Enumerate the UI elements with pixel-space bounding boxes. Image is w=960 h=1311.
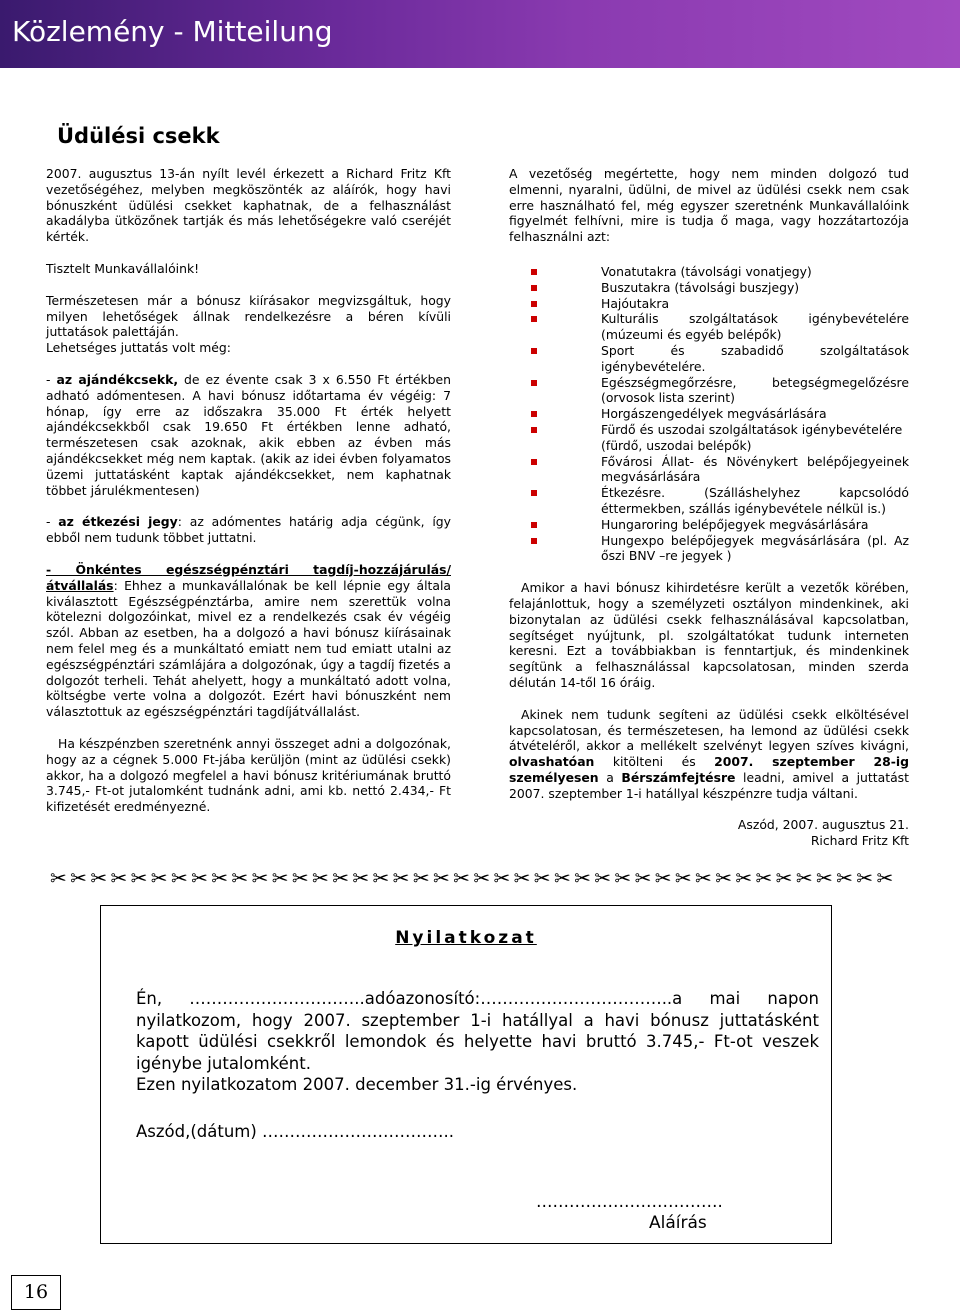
form-title: Nyilatkozat	[395, 928, 537, 948]
right-intro: A vezetőség megértette, hogy nem minden dolgozó tud elmenni, nyaralni, üdülni, de mivel az üdülési csekk nem csak erre használható fel, még egyszer szeretnénk Munkavállalóink figyelmét felhívni, mire is tudja ő maga, vagy hozzátartozója felhasználni azt:	[509, 166, 909, 245]
intro-paragraph: 2007. augusztus 13-án nyílt levél érkezett a Richard Fritz Kft vezetőségéhez, melyben megköszönték az aláírók, hogy havi bónuszként üdülési csekket kaphatnak, de a felhasználást akadályba ütközőnek tartják és más lehetőségekre való cseréjét kérték.	[46, 166, 451, 245]
list-item-text: Hungexpo belépőjegyek megvásárlására (pl. Az őszi BNV –re jegyek )	[601, 532, 909, 564]
bullet-icon	[509, 280, 601, 296]
bullet-icon	[509, 422, 601, 454]
health-fund-label: - Önkéntes egészségpénztári tagdíj-hozzájárulás/átvállalás	[46, 561, 451, 593]
bullet-icon	[509, 406, 601, 422]
list-item	[509, 533, 909, 565]
usage-list	[509, 264, 909, 564]
list-item	[509, 375, 909, 407]
waiver-paragraph: Akinek nem tudunk segíteni az üdülési csekk elköltésével kapcsolatosan, és természetesen, ha lemond az üdülési csekk átvételéről, akkor a mellékelt szelvényt legyen szíves kivágni, olvashatóan kitölteni és 2007. szeptember 28-ig személyesen a Bérszámfejtésre leadni, amivel a juttatást 2007. szeptember 1-i hatállyal készpénzre tudja váltani.	[509, 706, 910, 801]
bullet-icon	[509, 375, 601, 407]
bullet-icon	[509, 343, 601, 375]
list-item	[509, 454, 909, 486]
form-validity: Ezen nyilatkozatom 2007. december 31.-ig érvényes.	[136, 1075, 578, 1094]
list-item-text: Sport és szabadidő szolgáltatások igénybevételére.	[601, 342, 909, 374]
meal-ticket-label: az étkezési jegy	[58, 514, 178, 530]
list-item	[509, 296, 909, 312]
right-column	[509, 166, 909, 849]
cash-paragraph: Ha készpénzben szeretnénk annyi összeget adni a dolgozónak, hogy az a cégnek 5.000 Ft-jába kerüljön (mint az üdülési csekk) akkor, ha a dolgozó megfelel a havi bónusz kritériumának bruttó 3.745,- Ft-ot jutalomként tudnánk adni, ami kb. nettó 2.434,- Ft kifizetését eredményezné.	[46, 735, 451, 815]
article-date: Aszód, 2007. augusztus 21.	[737, 817, 909, 833]
list-item-text: Hungaroring belépőjegyek megvásárlására	[601, 516, 869, 532]
paragraph-options: Természetesen már a bónusz kiírásakor megvizsgáltuk, hogy milyen lehetőségek állnak rendelkezésre a béren kívüli juttatások palettáján.	[46, 292, 451, 340]
list-item-text: Horgászengedélyek megvásárlására	[601, 406, 827, 422]
gift-voucher-text: de ez évente csak 3 x 6.550 Ft értékben adható adómentesen. A havi bónusz időtartama év végéig: 7 hónap, így erre az időszakra 35.000 Ft érték helyett ajándékcsekkből csak 19.650 Ft értékben lenne adható, természetesen csak azoknak, akik ebben az évben más ajándékcsekket még nem kaptak. (akik az idei évben folyamatos üzemi juttatásként kaptak ajándékcsekket, nem kaphatnak többet járulékmentesen)	[46, 371, 451, 498]
meal-prefix: -	[46, 514, 59, 530]
list-item-text: Vonatutakra (távolsági vonatjegy)	[601, 263, 812, 279]
meal-ticket-paragraph	[46, 514, 451, 546]
header-banner	[0, 0, 960, 68]
list-item	[509, 280, 909, 296]
declaration-form	[100, 905, 832, 1244]
list-item	[509, 517, 909, 533]
health-fund-text: Ehhez a munkavállalónak be kell lépnie egy általa kiválasztott Egészségpénztárba, amire nem szerettük volna kötelezni dolgozóinkat, mivel ez a rendelkezés csak év végéig szól. Abban az esetben, ha a dolgozó a havi bónusz kiírásainak nem felel meg és a munkáltató emiatt nem tud emiatt utalni az egészségpénztári számlájára a dolgozónak, úgy a tagdíj fizetés a dolgozót terheli. Tehát ahelyett, hogy a munkáltató adott volna, költségbe verte volna a dolgozót. Ezért havi bónuszként nem választottuk az egészségpénztári tagdíjátvállalást.	[46, 577, 451, 720]
list-item	[509, 406, 909, 422]
health-fund-colon: :	[113, 577, 118, 593]
header-title: Közlemény - Mitteilung	[12, 15, 333, 48]
bullet-icon	[509, 454, 601, 486]
health-fund-paragraph	[46, 562, 451, 720]
bullet-icon	[509, 485, 601, 517]
scissors-cut-line-icon: ✂✂✂✂✂✂✂✂✂✂✂✂✂✂✂✂✂✂✂✂✂✂✂✂✂✂✂✂✂✂✂✂✂✂✂✂✂✂✂✂✂✂	[50, 866, 897, 886]
article-heading: Üdülési csekk	[57, 124, 220, 148]
meal-ticket-text: : az adómentes határig adja cégünk, így ebből nem tudunk többet juttatni.	[46, 514, 451, 546]
list-item-text: Egészségmegőrzésre, betegségmegelőzésre (orvosok lista szerint)	[601, 374, 909, 406]
signature-label: Aláírás	[649, 1213, 707, 1233]
list-item	[509, 343, 909, 375]
paragraph-possible: Lehetséges juttatás volt még:	[46, 340, 231, 356]
list-item-text: Étkezésre. (Szálláshelyhez kapcsolódó éttermekben, szállás igénybevétele nélkül is.)	[601, 485, 909, 516]
bullet-icon	[509, 517, 601, 533]
list-item-text: Fürdő és uszodai szolgáltatások igénybevételére (fürdő, uszodai belépők)	[601, 421, 903, 453]
gift-prefix: -	[46, 371, 57, 387]
gift-voucher-label: az ajándékcsekk,	[56, 371, 179, 387]
form-statement: Én, …………………………..adóazonosító:……………………………..a mai napon nyilatkozom, hogy 2007. szeptember 1-i hatállyal a havi bónusz juttatásként kapott üdülési csekkről lemondok és helyette havi bruttó 3.745,- Ft-ot veszek igénybe jutalomként.	[136, 989, 819, 1073]
list-item	[509, 422, 909, 454]
bullet-icon	[509, 264, 601, 280]
bullet-icon	[509, 296, 601, 312]
list-item	[509, 485, 909, 517]
help-paragraph: Amikor a havi bónusz kihirdetésre került a vezetők körében, felajánlottuk, hogy a személyzeti osztályon mindenkinek, aki bizonytalan az üdülési csekk felhasználásával kapcsolatban, segítséget nyújtunk, pl. szolgáltatókat tudunk interneten keresni. Ezt a továbbiakban is fenntartjuk, és mindenkinek segítünk a felhasználással kapcsolatosan, minden szerda délután 14-től 16 óráig.	[509, 580, 909, 690]
list-item-text: Fővárosi Állat- és Növénykert belépőjegyeinek megvásárlására	[601, 453, 909, 485]
signature-line: …………………………….	[536, 1192, 723, 1211]
page-number: 16	[11, 1275, 61, 1310]
left-column	[46, 166, 451, 815]
bullet-icon	[509, 311, 601, 343]
form-body	[136, 988, 819, 1096]
list-item-text: Kulturális szolgáltatások igénybevételére (múzeumi és egyéb belépők)	[601, 311, 909, 343]
list-item	[509, 311, 909, 343]
bullet-icon	[509, 533, 601, 565]
greeting: Tisztelt Munkavállalóink!	[46, 260, 200, 276]
list-item-text: Hajóutakra	[601, 295, 670, 311]
list-item	[509, 264, 909, 280]
form-date-line: Aszód,(dátum) ……………………………..	[136, 1122, 455, 1141]
article-signature: Richard Fritz Kft	[810, 833, 909, 849]
list-item-text: Buszutakra (távolsági buszjegy)	[601, 279, 800, 295]
gift-voucher-paragraph	[46, 372, 451, 498]
